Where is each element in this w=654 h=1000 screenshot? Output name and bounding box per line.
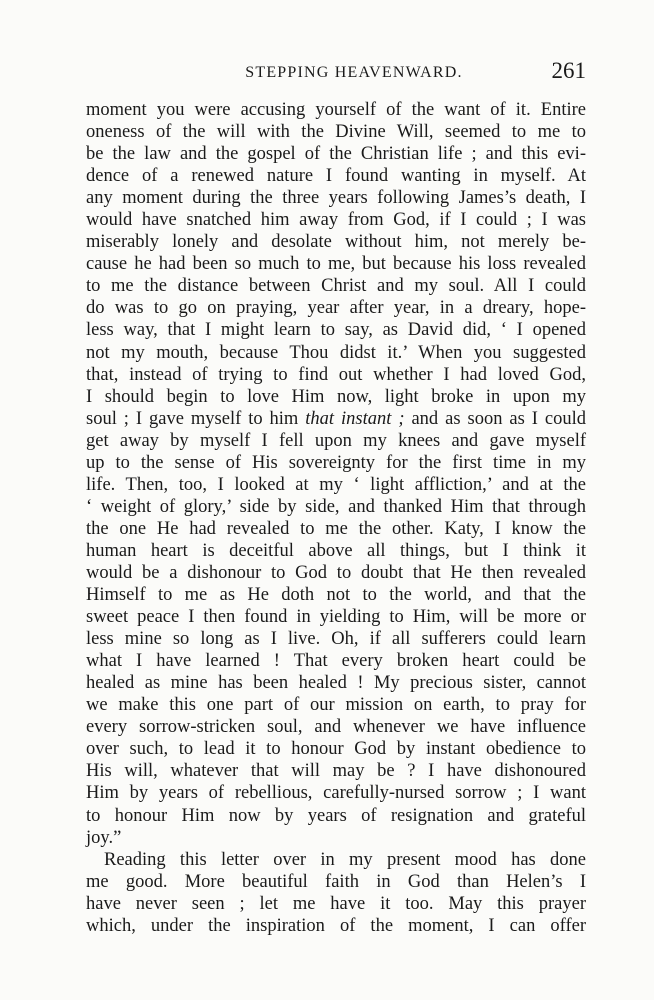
text-line: be the law and the gospel of the Christian life ; and this evi-	[86, 144, 586, 165]
text-line: Himself to me as He doth not to the world, and that the	[86, 585, 586, 606]
text-line: any moment during the three years following James’s death, I	[86, 188, 586, 209]
text-line: less mine so long as I live. Oh, if all sufferers could learn	[86, 629, 586, 650]
text-line: human heart is deceitful above all things, but I think it	[86, 540, 586, 561]
text-line: get away by myself I fell upon my knees and gave myself	[86, 430, 586, 451]
text-line: we make this one part of our mission on earth, to pray for	[86, 695, 586, 716]
text-line: oneness of the will with the Divine Will, seemed to me to	[86, 122, 586, 143]
text-line: would be a dishonour to God to doubt that He then revealed	[86, 562, 586, 583]
running-title: STEPPING HEAVENWARD.	[245, 64, 463, 81]
text-line: me good. More beautiful faith in God than Helen’s I	[86, 871, 586, 892]
text-line: up to the sense of His sovereignty for the first time in my	[86, 452, 586, 473]
italic-emphasis: that instant ;	[305, 408, 405, 429]
text-line: to me the distance between Christ and my soul. All I could	[86, 276, 586, 297]
text-line: ‘ weight of glory,’ side by side, and thanked Him that through	[86, 496, 586, 517]
text-line: would have snatched him away from God, if I could ; I was	[86, 210, 586, 231]
text-line: which, under the inspiration of the moment, I can offer	[86, 915, 586, 936]
body-text	[86, 99, 586, 937]
text-line: healed as mine has been healed ! My precious sister, cannot	[86, 673, 586, 694]
text-line: that, instead of trying to find out whether I had loved God,	[86, 364, 586, 385]
text-line: do was to go on praying, year after year, in a dreary, hope-	[86, 298, 586, 319]
paragraph-first-line: Reading this letter over in my present mood has done	[104, 849, 586, 870]
text-line: to honour Him now by years of resignation and grateful	[86, 805, 586, 826]
text-line: not my mouth, because Thou didst it.’ When you suggested	[86, 342, 586, 363]
text-line: joy.”	[86, 827, 122, 848]
text-line: His will, whatever that will may be ? I have dishonoured	[86, 761, 586, 782]
text-line: moment you were accusing yourself of the want of it. Entire	[86, 100, 586, 120]
text-line: what I have learned ! That every broken heart could be	[86, 651, 586, 672]
text-line: have never seen ; let me have it too. May this prayer	[86, 893, 586, 914]
text-line: cause he had been so much to me, but because his loss revealed	[86, 254, 586, 275]
text-line: less way, that I might learn to say, as David did, ‘ I opened	[86, 320, 586, 341]
text-line: Him by years of rebellious, carefully-nursed sorrow ; I want	[86, 783, 586, 804]
page-number: 261	[551, 58, 586, 83]
text-line: every sorrow-stricken soul, and whenever we have influence	[86, 717, 586, 738]
text-line: miserably lonely and desolate without him, not merely be-	[86, 232, 586, 253]
text-line: dence of a renewed nature I found wanting in myself. At	[86, 166, 586, 187]
running-head	[86, 58, 586, 86]
text-line: I should begin to love Him now, light broke in upon my	[86, 386, 586, 407]
text-line-with-italic: soul ; I gave myself to him that instant ; and as soon as I could	[86, 408, 586, 429]
text-line: the one He had revealed to me the other. Katy, I know the	[86, 518, 586, 539]
text-line: over such, to lead it to honour God by instant obedience to	[86, 739, 586, 760]
text-line: life. Then, too, I looked at my ‘ light affliction,’ and at the	[86, 474, 586, 495]
text-line: sweet peace I then found in yielding to Him, will be more or	[86, 607, 586, 628]
